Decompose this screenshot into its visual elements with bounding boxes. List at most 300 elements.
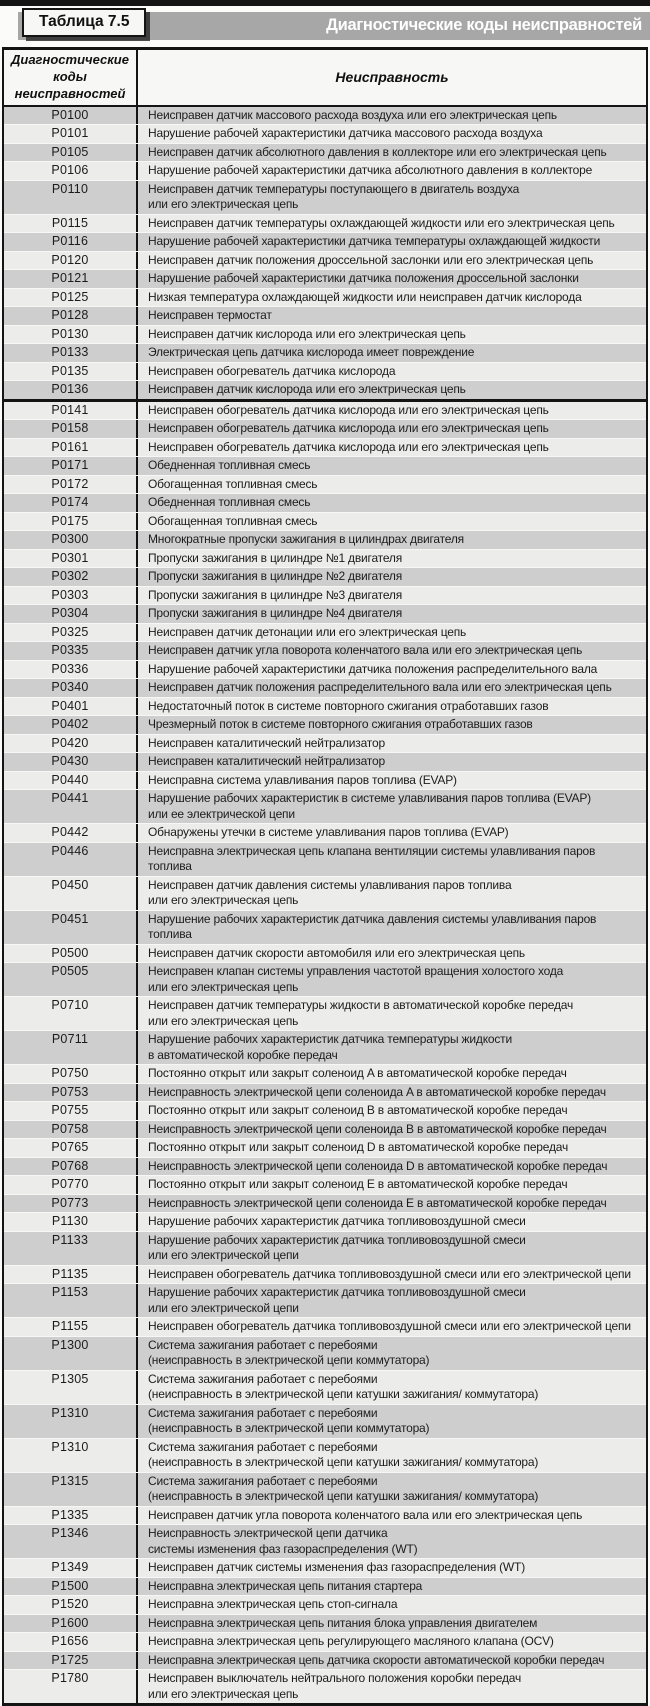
table-row [4, 475, 646, 494]
fault-cell [138, 1405, 646, 1438]
table-row [4, 1595, 646, 1614]
fault-cell [138, 824, 646, 842]
table-row [4, 380, 646, 399]
fault-line: Обнаружены утечки в системе улавливания паров топлива (EVAP) [148, 825, 509, 840]
code-cell: P0441 [4, 790, 138, 823]
table-row [4, 876, 646, 910]
fault-cell [138, 1507, 646, 1525]
code-cell: P0100 [4, 107, 138, 125]
fault-line: Неисправен выключатель нейтрального положения коробки передач [148, 1671, 522, 1686]
fault-cell [138, 1670, 646, 1703]
fault-cell [138, 1266, 646, 1284]
fault-line: (неисправность в электрической цепи коммутатора) [148, 1353, 430, 1368]
fault-line: Неисправен датчик угла поворота коленчатого вала или его электрическая цепь [148, 1507, 583, 1522]
fault-line: Неисправен датчик положения дроссельной заслонки или его электрическая цепь [148, 252, 594, 267]
fault-cell [138, 1213, 646, 1231]
code-cell: P0340 [4, 679, 138, 697]
column-header-codes-line2: коды неисправностей [14, 68, 126, 101]
table-row [4, 124, 646, 143]
code-cell: P0450 [4, 877, 138, 910]
fault-line: Постоянно открыт или закрыт соленоид B в автоматической коробке передач [148, 1103, 568, 1118]
table-row [4, 456, 646, 475]
code-cell: P1133 [4, 1232, 138, 1265]
fault-line: Неисправен датчик детонации или его электрическая цепь [148, 624, 467, 639]
fault-line: Нарушение рабочих характеристик датчика топливовоздушной смеси [148, 1232, 526, 1247]
table-row [4, 1175, 646, 1194]
table-row [4, 1651, 646, 1670]
fault-line: Пропуски зажигания в цилиндре №1 двигателя [148, 550, 403, 565]
fault-line: Чрезмерный поток в системе повторного сжигания отработавших газов [148, 717, 533, 732]
table-row [4, 771, 646, 790]
fault-line: Постоянно открыт или закрыт соленоид D в автоматической коробке передач [148, 1140, 569, 1155]
table-row [4, 419, 646, 438]
fault-line: Неисправность электрической цепи соленоида A в автоматической коробке передач [148, 1084, 606, 1099]
table-row [4, 493, 646, 512]
fault-line: Неисправен обогреватель датчика кислорода [148, 363, 396, 378]
fault-cell [138, 735, 646, 753]
code-cell: P0120 [4, 252, 138, 270]
code-cell: P0336 [4, 661, 138, 679]
code-cell: P0121 [4, 270, 138, 288]
code-cell: P0451 [4, 911, 138, 944]
fault-line: в автоматической коробке передач [148, 1047, 338, 1062]
table-row [4, 678, 646, 697]
fault-line: Неисправен датчик угла поворота коленчатого вала или его электрическая цепь [148, 643, 583, 658]
table-row [4, 362, 646, 381]
code-cell: P0711 [4, 1031, 138, 1064]
fault-cell [138, 107, 646, 125]
fault-line: Неисправен обогреватель датчика кислорода или его электрическая цепь [148, 439, 549, 454]
code-cell: P0430 [4, 753, 138, 771]
fault-cell [138, 1596, 646, 1614]
fault-cell [138, 1158, 646, 1176]
table-row [4, 161, 646, 180]
code-cell: P0500 [4, 945, 138, 963]
code-cell: P0770 [4, 1176, 138, 1194]
table-row [4, 232, 646, 251]
fault-line: Система зажигания работает с перебоями [148, 1473, 378, 1488]
code-cell: P1346 [4, 1525, 138, 1558]
code-cell: P0133 [4, 344, 138, 362]
code-cell: P0302 [4, 568, 138, 586]
fault-cell [138, 381, 646, 399]
fault-cell [138, 1439, 646, 1472]
code-cell: P0174 [4, 494, 138, 512]
fault-cell [138, 326, 646, 344]
fault-cell [138, 877, 646, 910]
table-row [4, 996, 646, 1030]
fault-line: Неисправен термостат [148, 308, 272, 323]
code-cell: P0158 [4, 420, 138, 438]
table-row [4, 962, 646, 996]
fault-cell [138, 420, 646, 438]
table-row [4, 1669, 646, 1703]
table-row [4, 1336, 646, 1370]
table-row [4, 823, 646, 842]
code-cell: P0401 [4, 698, 138, 716]
fault-line: Обедненная топливная смесь [148, 495, 311, 510]
fault-cell [138, 1139, 646, 1157]
code-cell: P0773 [4, 1195, 138, 1213]
fault-cell [138, 363, 646, 381]
code-cell: P0755 [4, 1102, 138, 1120]
fault-cell [138, 1084, 646, 1102]
fault-line: Неисправен датчик абсолютного давления в коллекторе или его электрическая цепь [148, 144, 607, 159]
fault-cell [138, 1371, 646, 1404]
fault-line: Электрическая цепь датчика кислорода имеет повреждение [148, 345, 475, 360]
fault-line: Нарушение рабочей характеристики датчика положения дроссельной заслонки [148, 271, 579, 286]
table-row [4, 842, 646, 876]
table-row [4, 1438, 646, 1472]
fault-line: Пропуски зажигания в цилиндре №4 двигателя [148, 606, 403, 621]
code-cell: P1780 [4, 1670, 138, 1703]
fault-line: Неисправен датчик давления системы улавливания паров топлива [148, 877, 512, 892]
fault-cell [138, 843, 646, 876]
code-cell: P0304 [4, 605, 138, 623]
table-row [4, 1030, 646, 1064]
code-cell: P0300 [4, 531, 138, 549]
fault-cell [138, 1121, 646, 1139]
table-row [4, 1506, 646, 1525]
code-cell: P1300 [4, 1337, 138, 1370]
code-cell: P1310 [4, 1405, 138, 1438]
table-row [4, 1614, 646, 1633]
fault-line: Неисправна электрическая цепь питания стартера [148, 1578, 423, 1593]
fault-line: или его электрическая цепь [148, 979, 299, 994]
code-cell: P1135 [4, 1266, 138, 1284]
code-cell: P0335 [4, 642, 138, 660]
fault-cell [138, 1525, 646, 1558]
table-row [4, 1577, 646, 1596]
fault-line: Нарушение рабочей характеристики датчика положения распределительного вала [148, 661, 598, 676]
code-cell: P0161 [4, 439, 138, 457]
fault-cell [138, 144, 646, 162]
fault-line: Неисправен обогреватель датчика кислорода или его электрическая цепь [148, 421, 549, 436]
fault-line: Неисправен клапан системы управления частотой вращения холостого хода [148, 964, 564, 979]
code-cell: P1656 [4, 1633, 138, 1651]
code-cell: P1349 [4, 1559, 138, 1577]
fault-line: Неисправна электрическая цепь клапана вентиляции системы улавливания паров топлива [148, 843, 596, 874]
fault-line: Пропуски зажигания в цилиндре №2 двигателя [148, 569, 403, 584]
fault-line: Нарушение рабочих характеристик датчика температуры жидкости [148, 1032, 512, 1047]
table-row [4, 1317, 646, 1336]
table-row [4, 641, 646, 660]
table-row [4, 438, 646, 457]
code-cell: P0105 [4, 144, 138, 162]
fault-line: Система зажигания работает с перебоями [148, 1337, 378, 1352]
code-cell: P0136 [4, 381, 138, 399]
fault-line: (неисправность в электрической цепи катушки зажигания/ коммутатора) [148, 1455, 539, 1470]
fault-line: Обогащенная топливная смесь [148, 476, 318, 491]
table-row [4, 660, 646, 679]
fault-cell [138, 698, 646, 716]
fault-cell [138, 1031, 646, 1064]
code-cell: P1520 [4, 1596, 138, 1614]
code-cell: P0765 [4, 1139, 138, 1157]
fault-line: Неисправен обогреватель датчика топливовоздушной смеси или его электрической цепи [148, 1266, 631, 1281]
fault-line: Нарушение рабочих характеристик датчика топливовоздушной смеси [148, 1285, 526, 1300]
fault-cell [138, 402, 646, 420]
table-header-row [4, 50, 646, 107]
fault-cell [138, 753, 646, 771]
fault-cell [138, 1633, 646, 1651]
fault-line: Неисправен датчик скорости автомобиля или его электрическая цепь [148, 945, 525, 960]
fault-cell [138, 289, 646, 307]
code-cell: P0446 [4, 843, 138, 876]
column-header-codes [4, 50, 138, 105]
fault-cell [138, 233, 646, 251]
code-cell: P0440 [4, 772, 138, 790]
fault-cell [138, 181, 646, 214]
code-cell: P0325 [4, 624, 138, 642]
code-cell: P0128 [4, 307, 138, 325]
code-cell: P0750 [4, 1065, 138, 1083]
table-row [4, 180, 646, 214]
code-cell: P0116 [4, 233, 138, 251]
fault-line: Неисправен датчик положения распределительного вала или его электрическая цепь [148, 680, 612, 695]
table-row [4, 910, 646, 944]
table-row [4, 604, 646, 623]
fault-cell [138, 125, 646, 143]
code-cell: P0768 [4, 1158, 138, 1176]
fault-cell [138, 945, 646, 963]
fault-cell [138, 1065, 646, 1083]
code-cell: P0301 [4, 550, 138, 568]
table-row [4, 697, 646, 716]
fault-line: Обогащенная топливная смесь [148, 513, 318, 528]
code-cell: P0106 [4, 162, 138, 180]
fault-line: (неисправность в электрической цепи катушки зажигания/ коммутатора) [148, 1489, 539, 1504]
fault-cell [138, 1318, 646, 1336]
fault-line: Неисправен датчик кислорода или его электрическая цепь [148, 382, 466, 397]
fault-cell [138, 963, 646, 996]
fault-cell [138, 457, 646, 475]
table-number-label: Таблица 7.5 [22, 8, 146, 37]
code-cell: P0175 [4, 513, 138, 531]
fault-cell [138, 997, 646, 1030]
table-row [4, 1404, 646, 1438]
fault-cell [138, 513, 646, 531]
fault-cell [138, 1652, 646, 1670]
table-row [4, 734, 646, 753]
fault-cell [138, 911, 646, 944]
table-row [4, 1194, 646, 1213]
fault-line: Неисправен обогреватель датчика кислорода или его электрическая цепь [148, 402, 549, 417]
fault-line: Неисправность электрической цепи соленоида D в автоматической коробке передач [148, 1158, 608, 1173]
fault-line: Низкая температура охлаждающей жидкости или неисправен датчик кислорода [148, 289, 582, 304]
fault-line: Нарушение рабочей характеристики датчика массового расхода воздуха [148, 126, 543, 141]
code-cell: P0710 [4, 997, 138, 1030]
fault-line: Система зажигания работает с перебоями [148, 1439, 378, 1454]
fault-line: Неисправен датчик массового расхода воздуха или его электрическая цепь [148, 107, 557, 122]
fault-line: Неисправен датчик температуры жидкости в автоматической коробке передач [148, 998, 574, 1013]
table-row [4, 1083, 646, 1102]
code-cell: P0141 [4, 402, 138, 420]
code-cell: P0420 [4, 735, 138, 753]
fault-line: Неисправность электрической цепи соленоида E в автоматической коробке передач [148, 1195, 607, 1210]
fault-cell [138, 1559, 646, 1577]
fault-cell [138, 162, 646, 180]
code-cell: P1500 [4, 1578, 138, 1596]
code-cell: P0758 [4, 1121, 138, 1139]
table-row [4, 1101, 646, 1120]
code-cell: P1315 [4, 1473, 138, 1506]
fault-line: Неисправность электрической цепи датчика [148, 1526, 388, 1541]
code-cell: P1310 [4, 1439, 138, 1472]
fault-line: Нарушение рабочей характеристики датчика абсолютного давления в коллекторе [148, 163, 593, 178]
table-row [4, 789, 646, 823]
fault-cell [138, 252, 646, 270]
fault-cell [138, 642, 646, 660]
fault-cell [138, 1578, 646, 1596]
table-row [4, 269, 646, 288]
fault-line: Неисправна система улавливания паров топлива (EVAP) [148, 772, 457, 787]
fault-line: Неисправна электрическая цепь стоп-сигнала [148, 1597, 398, 1612]
fault-line: Неисправен датчик температуры поступающего в двигатель воздуха [148, 181, 520, 196]
code-cell: P0753 [4, 1084, 138, 1102]
table-row [4, 1157, 646, 1176]
table-row [4, 1265, 646, 1284]
fault-line: Пропуски зажигания в цилиндре №3 двигателя [148, 587, 403, 602]
code-cell: P1305 [4, 1371, 138, 1404]
fault-cell [138, 1176, 646, 1194]
fault-line: или его электрической цепи [148, 1248, 299, 1263]
fault-cell [138, 790, 646, 823]
fault-line: или его электрическая цепь [148, 1686, 299, 1701]
fault-cell [138, 307, 646, 325]
fault-cell [138, 1102, 646, 1120]
fault-cell [138, 1232, 646, 1265]
code-cell: P0115 [4, 215, 138, 233]
fault-cell [138, 439, 646, 457]
table-row [4, 306, 646, 325]
fault-cell [138, 1284, 646, 1317]
table-row [4, 623, 646, 642]
code-cell: P0303 [4, 587, 138, 605]
fault-cell [138, 1337, 646, 1370]
fault-line: или его электрическая цепь [148, 1013, 299, 1028]
table-row [4, 343, 646, 362]
fault-cell [138, 1195, 646, 1213]
table-row [4, 1632, 646, 1651]
table-row [4, 1558, 646, 1577]
table-row [4, 530, 646, 549]
code-cell: P0505 [4, 963, 138, 996]
fault-line: Постоянно открыт или закрыт соленоид E в автоматической коробке передач [148, 1177, 568, 1192]
code-cell: P1725 [4, 1652, 138, 1670]
column-header-codes-line1: Диагностические [11, 52, 129, 67]
fault-line: Неисправен каталитический нейтрализатор [148, 735, 385, 750]
table-row [4, 1064, 646, 1083]
code-cell: P0442 [4, 824, 138, 842]
fault-cell [138, 531, 646, 549]
fault-cell [138, 624, 646, 642]
fault-cell [138, 587, 646, 605]
fault-line: или его электрическая цепь [148, 197, 299, 212]
fault-line: Система зажигания работает с перебоями [148, 1405, 378, 1420]
code-cell: P0172 [4, 476, 138, 494]
table-row [4, 399, 646, 420]
fault-cell [138, 215, 646, 233]
table-row [4, 1212, 646, 1231]
fault-line: Неисправен датчик системы изменения фаз газораспределения (WT) [148, 1560, 525, 1575]
code-cell: P0125 [4, 289, 138, 307]
table-row [4, 325, 646, 344]
table-row [4, 143, 646, 162]
fault-cell [138, 270, 646, 288]
fault-line: Неисправность электрической цепи соленоида B в автоматической коробке передач [148, 1121, 607, 1136]
table-row [4, 251, 646, 270]
code-cell: P0130 [4, 326, 138, 344]
code-cell: P0135 [4, 363, 138, 381]
table-row [4, 288, 646, 307]
fault-line: Нарушение рабочих характеристик в системе улавливания паров топлива (EVAP) [148, 791, 591, 806]
fault-line: Недостаточный поток в системе повторного сжигания отработавших газов [148, 698, 549, 713]
fault-line: Неисправен каталитический нейтрализатор [148, 754, 385, 769]
table-row [4, 107, 646, 125]
page-top-rule [0, 0, 650, 6]
table-row [4, 1472, 646, 1506]
fault-line: Система зажигания работает с перебоями [148, 1371, 378, 1386]
fault-line: (неисправность в электрической цепи катушки зажигания/ коммутатора) [148, 1387, 539, 1402]
fault-cell [138, 605, 646, 623]
table-row [4, 1524, 646, 1558]
fault-line: Неисправна электрическая цепь датчика скорости автоматической коробки передач [148, 1652, 605, 1667]
fault-cell [138, 550, 646, 568]
fault-line: Неисправна электрическая цепь регулирующего масляного клапана (OCV) [148, 1634, 554, 1649]
fault-line: Обедненная топливная смесь [148, 458, 311, 473]
fault-cell [138, 1473, 646, 1506]
code-cell: P1153 [4, 1284, 138, 1317]
fault-cell [138, 1615, 646, 1633]
code-cell: P0110 [4, 181, 138, 214]
fault-cell [138, 476, 646, 494]
fault-cell [138, 772, 646, 790]
table-row [4, 214, 646, 233]
fault-line: Нарушение рабочей характеристики датчика температуры охлаждающей жидкости [148, 234, 601, 249]
dtc-table [2, 47, 648, 1706]
table-body [4, 107, 646, 1704]
code-cell: P0171 [4, 457, 138, 475]
code-cell: P1130 [4, 1213, 138, 1231]
table-row [4, 1138, 646, 1157]
code-cell: P1155 [4, 1318, 138, 1336]
table-title: Диагностические коды неисправностей [326, 16, 642, 34]
table-row [4, 586, 646, 605]
fault-cell [138, 344, 646, 362]
table-row [4, 549, 646, 568]
fault-line: Неисправен датчик температуры охлаждающей жидкости или его электрическая цепь [148, 215, 615, 230]
fault-line: или ее электрической цепи [148, 806, 295, 821]
code-cell: P1600 [4, 1615, 138, 1633]
code-cell: P0402 [4, 716, 138, 734]
table-row [4, 752, 646, 771]
fault-line: Неисправна электрическая цепь питания блока управления двигателем [148, 1615, 538, 1630]
fault-line: Неисправен обогреватель датчика топливовоздушной смеси или его электрической цепи [148, 1319, 631, 1334]
table-row [4, 567, 646, 586]
fault-cell [138, 679, 646, 697]
table-row [4, 1231, 646, 1265]
fault-line: Постоянно открыт или закрыт соленоид A в автоматической коробке передач [148, 1066, 567, 1081]
fault-line: или его электрической цепи [148, 1300, 299, 1315]
fault-line: Нарушение рабочих характеристик датчика давления системы улавливания паров топлива [148, 911, 597, 942]
fault-cell [138, 716, 646, 734]
code-cell: P1335 [4, 1507, 138, 1525]
column-header-fault: Неисправность [335, 69, 449, 86]
code-cell: P0101 [4, 125, 138, 143]
fault-cell [138, 568, 646, 586]
fault-cell [138, 661, 646, 679]
